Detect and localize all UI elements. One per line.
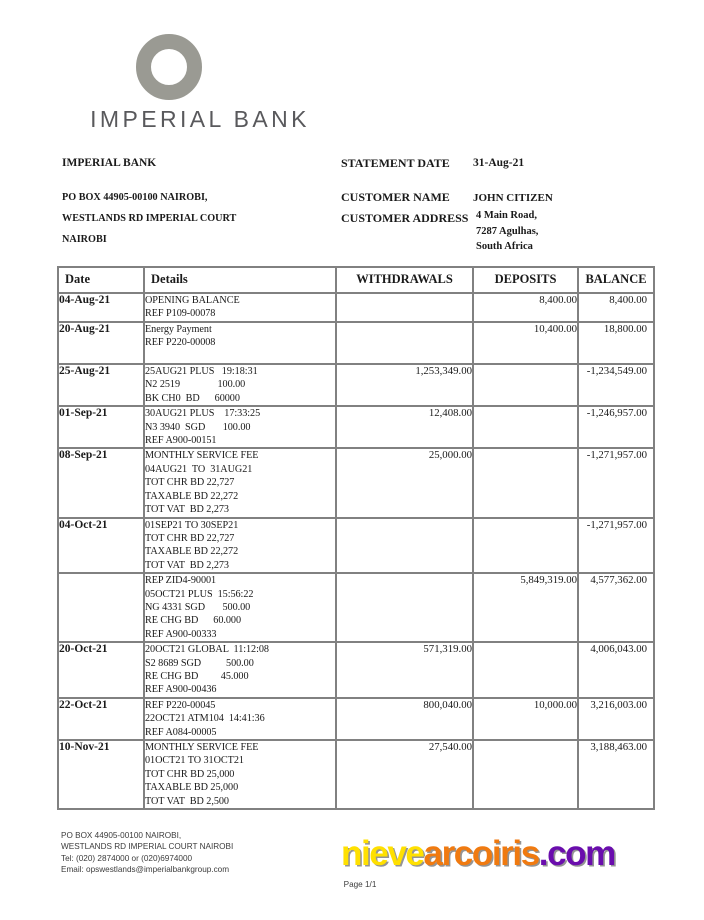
detail-line: MONTHLY SERVICE FEE (145, 450, 259, 462)
detail-line: NG 4331 SGD 500.00 (145, 601, 251, 613)
detail-line: TOT CHR BD 22,727 (145, 532, 235, 544)
detail-line: TAXABLE BD 22,272 (145, 546, 239, 558)
detail-line: REP ZID4-90001 (145, 575, 217, 587)
cell-deposits: 10,400.00 (473, 322, 578, 364)
cell-details (144, 293, 336, 322)
cell-balance: 18,800.00 (578, 322, 654, 364)
cell-balance: -1,246,957.00 (578, 406, 654, 448)
watermark-logo (341, 834, 615, 874)
customer-address-line-3: South Africa (476, 241, 533, 252)
detail-line: TOT CHR BD 25,000 (145, 768, 235, 780)
cell-details (144, 740, 336, 809)
column-header-balance: BALANCE (578, 267, 654, 293)
detail-line: N3 3940 SGD 100.00 (145, 421, 251, 433)
cell-deposits: 5,849,319.00 (473, 573, 578, 642)
footer-line-2: WESTLANDS RD IMPERIAL COURT NAIROBI (61, 842, 234, 852)
detail-line: REF A900-00333 (145, 628, 217, 640)
detail-line: REF P220-00045 (145, 699, 216, 711)
cell-details (144, 322, 336, 364)
column-header-deposits: DEPOSITS (473, 267, 578, 293)
detail-line: 05OCT21 PLUS 15:56:22 (145, 588, 254, 600)
cell-withdrawals: 800,040.00 (336, 698, 473, 740)
cell-withdrawals (336, 518, 473, 574)
cell-balance: -1,234,549.00 (578, 364, 654, 406)
bank-address-line-3: NAIROBI (62, 234, 107, 245)
transactions-table (57, 266, 655, 810)
customer-name-value: JOHN CITIZEN (473, 192, 553, 204)
detail-line: N2 2519 100.00 (145, 379, 246, 391)
ring-circle-icon (136, 34, 202, 100)
detail-line: REF A900-00436 (145, 684, 217, 696)
customer-labels (341, 187, 468, 229)
bank-name: IMPERIAL BANK (62, 157, 157, 169)
table-body (58, 293, 654, 809)
bank-address (62, 187, 236, 250)
detail-line: BK CH0 BD 60000 (145, 392, 240, 404)
detail-line: S2 8689 SGD 500.00 (145, 657, 254, 669)
cell-details (144, 642, 336, 698)
detail-line: 30AUG21 PLUS 17:33:25 (145, 408, 261, 420)
table-row (58, 448, 654, 517)
cell-deposits (473, 448, 578, 517)
cell-date: 08-Sep-21 (58, 448, 144, 517)
detail-line: MONTHLY SERVICE FEE (145, 742, 259, 753)
column-header-withdrawals: WITHDRAWALS (336, 267, 473, 293)
detail-line: TAXABLE BD 25,000 (145, 782, 239, 794)
cell-date: 22-Oct-21 (58, 698, 144, 740)
page-number: Page 1/1 (343, 880, 377, 889)
table-row (58, 322, 654, 364)
cell-date (58, 573, 144, 642)
cell-balance: -1,271,957.00 (578, 448, 654, 517)
cell-withdrawals: 12,408.00 (336, 406, 473, 448)
customer-address-line-2: 7287 Agulhas, (476, 225, 539, 237)
customer-address-value (476, 208, 538, 255)
customer-address-line-1: 4 Main Road, (476, 210, 537, 221)
table-row (58, 740, 654, 809)
cell-withdrawals (336, 573, 473, 642)
cell-deposits (473, 364, 578, 406)
cell-details (144, 698, 336, 740)
cell-withdrawals (336, 322, 473, 364)
cell-balance: 4,577,362.00 (578, 573, 654, 642)
cell-balance: 3,188,463.00 (578, 740, 654, 809)
detail-line: 01OCT21 TO 31OCT21 (145, 755, 244, 767)
detail-line: RE CHG BD 45.000 (145, 670, 249, 682)
cell-withdrawals (336, 293, 473, 322)
cell-details (144, 364, 336, 406)
table-row (58, 698, 654, 740)
detail-line: 22OCT21 ATM104 14:41:36 (145, 713, 265, 725)
cell-balance: 3,216,003.00 (578, 698, 654, 740)
customer-address-label: CUSTOMER ADDRESS (341, 211, 469, 225)
watermark-part-1: nieve (341, 834, 424, 873)
cell-deposits: 10,000.00 (473, 698, 578, 740)
cell-date: 20-Oct-21 (58, 642, 144, 698)
detail-line: TOT VAT BD 2,500 (145, 795, 229, 807)
detail-line: Energy Payment (145, 323, 212, 335)
footer-line-1: PO BOX 44905-00100 NAIROBI, (61, 831, 182, 840)
detail-line: REF A900-00151 (145, 435, 217, 447)
cell-withdrawals: 27,540.00 (336, 740, 473, 809)
detail-line: REF P220-00008 (145, 337, 216, 349)
cell-details (144, 518, 336, 574)
cell-deposits (473, 642, 578, 698)
cell-deposits: 8,400.00 (473, 293, 578, 322)
cell-details (144, 573, 336, 642)
cell-date: 20-Aug-21 (58, 322, 144, 364)
cell-date: 25-Aug-21 (58, 364, 144, 406)
detail-line (145, 350, 335, 363)
cell-withdrawals: 25,000.00 (336, 448, 473, 517)
table-row (58, 364, 654, 406)
detail-line: 04AUG21 TO 31AUG21 (145, 463, 253, 475)
cell-withdrawals: 571,319.00 (336, 642, 473, 698)
column-header-date: Date (58, 267, 144, 293)
detail-line: TAXABLE BD 22,272 (145, 490, 239, 502)
footer-contact (61, 830, 233, 876)
table-row (58, 518, 654, 574)
table-row (58, 573, 654, 642)
detail-line: 01SEP21 TO 30SEP21 (145, 519, 239, 531)
detail-line: TOT VAT BD 2,273 (145, 559, 229, 571)
detail-line: OPENING BALANCE (145, 295, 240, 306)
statement-date-value: 31-Aug-21 (473, 157, 525, 169)
cell-date: 10-Nov-21 (58, 740, 144, 809)
column-header-details: Details (144, 267, 336, 293)
cell-balance: 4,006,043.00 (578, 642, 654, 698)
cell-withdrawals: 1,253,349.00 (336, 364, 473, 406)
detail-line: REF P109-00078 (145, 308, 216, 320)
detail-line: REF A084-00005 (145, 726, 217, 738)
cell-deposits (473, 518, 578, 574)
watermark-part-2: arcoiris (423, 834, 539, 873)
table-row (58, 642, 654, 698)
transactions-table-wrapper (57, 266, 655, 810)
cell-balance: 8,400.00 (578, 293, 654, 322)
statement-date-label: STATEMENT DATE (341, 156, 450, 170)
table-header-row (58, 267, 654, 293)
bank-address-line-1: PO BOX 44905-00100 NAIROBI, (62, 192, 208, 203)
watermark-part-3: .com (538, 834, 615, 873)
footer-line-4: Email: opswestlands@imperialbankgroup.com (61, 865, 230, 875)
customer-name-label: CUSTOMER NAME (341, 190, 450, 204)
detail-line: 20OCT21 GLOBAL 11:12:08 (145, 644, 269, 656)
cell-details (144, 406, 336, 448)
bank-logo (55, 34, 355, 142)
footer-line-3: Tel: (020) 2874000 or (020)6974000 (61, 853, 193, 863)
cell-date: 04-Oct-21 (58, 518, 144, 574)
bank-address-line-2: WESTLANDS RD IMPERIAL COURT (62, 213, 237, 224)
detail-line: 25AUG21 PLUS 19:18:31 (145, 366, 258, 378)
cell-deposits (473, 740, 578, 809)
detail-line: TOT VAT BD 2,273 (145, 504, 229, 516)
cell-date: 01-Sep-21 (58, 406, 144, 448)
logo-wordmark: IMPERIAL BANK (90, 106, 310, 132)
table-head (58, 267, 654, 293)
detail-line: TOT CHR BD 22,727 (145, 477, 235, 489)
table-row (58, 293, 654, 322)
cell-date: 04-Aug-21 (58, 293, 144, 322)
cell-balance: -1,271,957.00 (578, 518, 654, 574)
cell-deposits (473, 406, 578, 448)
table-row (58, 406, 654, 448)
detail-line: RE CHG BD 60.000 (145, 615, 242, 627)
cell-details (144, 448, 336, 517)
